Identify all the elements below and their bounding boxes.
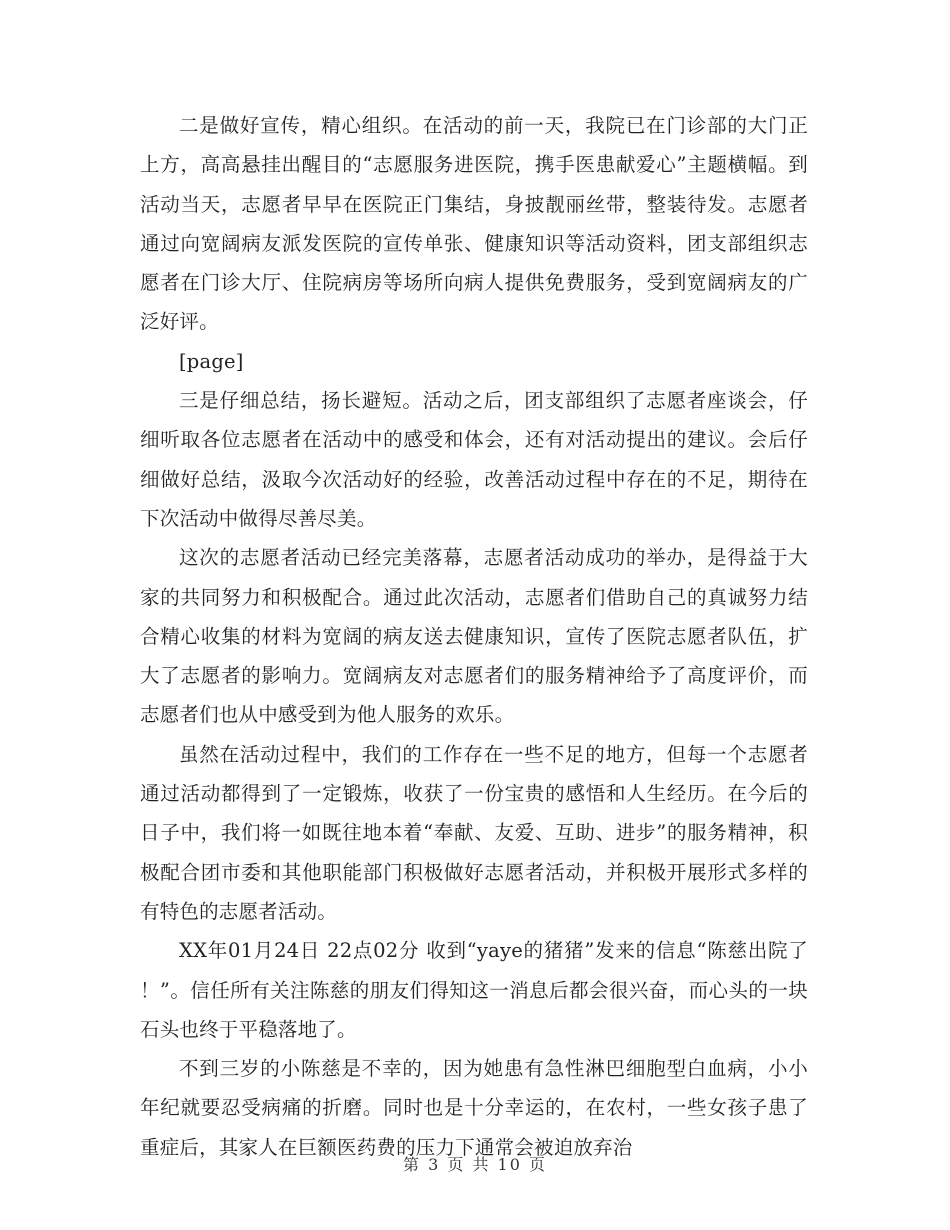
paragraph-message: XX年01月24日 22点02分 收到“yaye的猪猪”发来的信息“陈慈出院了！”。信任所有关注陈慈的朋友们得知这一消息后都会很兴奋，而心头的一块石头也终于平稳落地了。: [140, 939, 808, 1041]
page-marker: [page]: [179, 349, 244, 373]
paragraph-publicity: 二是做好宣传，精心组织。在活动的前一天，我院已在门诊部的大门正上方，高高悬挂出醒目的“志愿服务进医院，携手医患献爱心”主题横幅。到活动当天，志愿者早早在医院正门集结，身披靓丽丝带，整装待发。志愿者通过向宽阔病友派发医院的宣传单张、健康知识等活动资料，团支部组织志愿者在门诊大厅、住院病房等场所向病人提供免费服务，受到宽阔病友的广泛好评。: [140, 114, 808, 334]
paragraph-chenci: 不到三岁的小陈慈是不幸的，因为她患有急性淋巴细胞型白血病，小小年纪就要忍受病痛的折磨。同时也是十分幸运的，在农村，一些女孩子患了重症后，其家人在巨额医药费的压力下通常会被迫放弃治: [140, 1057, 808, 1159]
page-footer: 第 3 页 共 10 页: [403, 1155, 547, 1174]
document-body: [140, 106, 808, 1167]
paragraph-conclusion: 这次的志愿者活动已经完美落幕，志愿者活动成功的举办，是得益于大家的共同努力和积极配合。通过此次活动，志愿者们借助自己的真诚努力结合精心收集的材料为宽阔的病友送去健康知识，宣传了医院志愿者队伍，扩大了志愿者的影响力。宽阔病友对志愿者们的服务精神给予了高度评价，而志愿者们也从中感受到为他人服务的欢乐。: [140, 546, 808, 727]
paragraph-summary: 三是仔细总结，扬长避短。活动之后，团支部组织了志愿者座谈会，仔细听取各位志愿者在活动中的感受和体会，还有对活动提出的建议。会后仔细做好总结，汲取今次活动好的经验，改善活动过程中存在的不足，期待在下次活动中做得尽善尽美。: [140, 389, 808, 530]
paragraph-outlook: 虽然在活动过程中，我们的工作存在一些不足的地方，但每一个志愿者通过活动都得到了一定锻炼，收获了一份宝贵的感悟和人生经历。在今后的日子中，我们将一如既往地本着“奉献、友爱、互助、进步”的服务精神，积极配合团市委和其他职能部门积极做好志愿者活动，并积极开展形式多样的有特色的志愿者活动。: [140, 742, 808, 923]
